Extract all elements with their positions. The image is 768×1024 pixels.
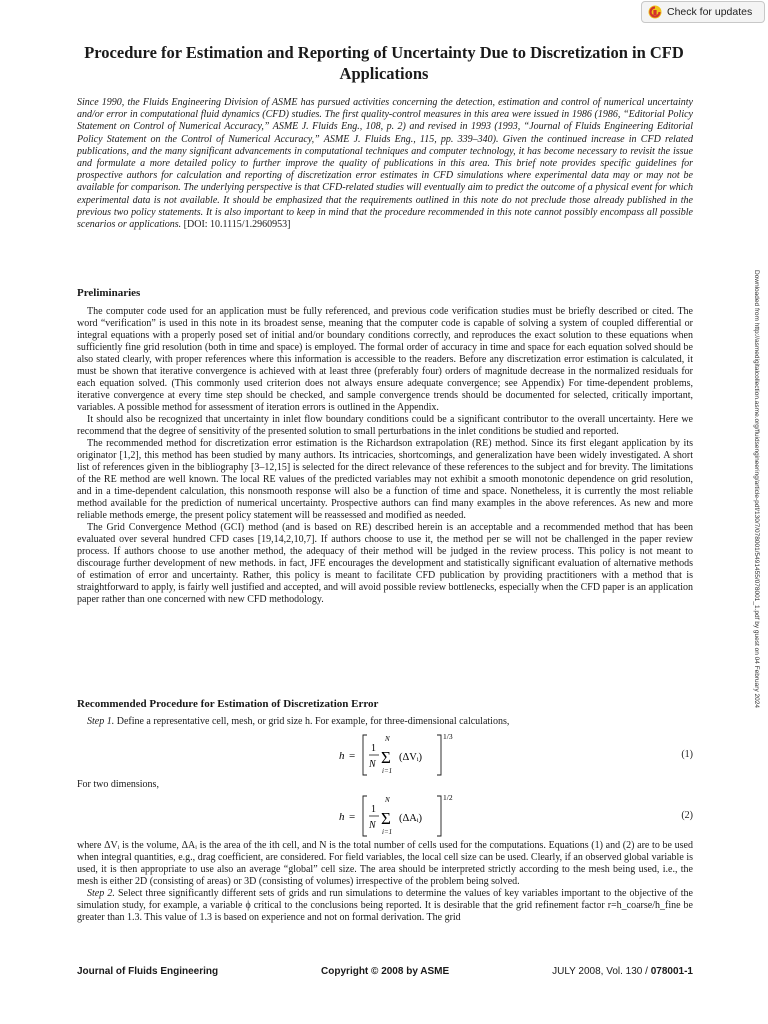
eq2-term: (ΔAᵢ) bbox=[399, 813, 423, 824]
paper-title: Procedure for Estimation and Reporting of Uncertainty Due to Discretization in CFD Applications bbox=[84, 43, 684, 83]
abstract-text: Since 1990, the Fluids Engineering Division of ASME has pursued activities concerning the detection, estimation and control of numerical uncertainty and/or error in computational fluid dynamics (CFD) studies. The first quality-control measures in this area were issued in 1986 (1986, “Editorial Policy Statement on Control of Numerical Accuracy,” ASME J. Fluids Eng., 108, p. 2) and revised in 1993 (1993, “Journal of Fluids Engineering Editorial Policy Statement on the Control of Numerical Accuracy,” ASME J. Fluids Eng., 115, pp. 339–340). Given the continued increase in CFD related publications, and the many significant advancements in computational techniques and computer technology, it has become necessary to revisit the issue and formulate a more detailed policy to further improve the quality of publications in this area. This brief note provides specific guidelines for prospective authors for calculation and reporting of discretization error estimates in CFD simulations where experimental data may or may not be available for comparison. The underlying perspective is that CFD-related studies will eventually aim to predict the outcome of a physical event for which experimental data is not available. It should be emphasized that the requirements outlined in this note do not preclude those already published in the previous two policy statements. It is also important to keep in mind that the procedure recommended in this note cannot possibly encompass all possible scenarios or applications. bbox=[77, 97, 693, 231]
footer-issue: JULY 2008, Vol. 130 bbox=[552, 966, 643, 977]
svg-text:1: 1 bbox=[371, 804, 376, 815]
equation-2 bbox=[77, 789, 693, 839]
check-for-updates-button[interactable] bbox=[641, 1, 765, 23]
svg-text:N: N bbox=[369, 759, 376, 770]
update-check-icon bbox=[648, 5, 662, 19]
svg-text:Σ: Σ bbox=[381, 809, 391, 828]
svg-text:N: N bbox=[369, 820, 376, 831]
step2-label: Step 2. bbox=[87, 888, 115, 899]
section-heading-preliminaries: Preliminaries bbox=[77, 287, 141, 299]
preliminaries-body bbox=[77, 306, 693, 606]
two-dimensions-label: For two dimensions, bbox=[77, 779, 159, 790]
download-sidebar-text: Downloaded from http://asmedigitalcollection.asme.org/fluidsengineering/article-pdf/130/7/078001/5491455/078001_1.pdf by guest on 04 February 2024 bbox=[753, 270, 760, 708]
step1-paragraph bbox=[77, 716, 693, 728]
eq1-sum-top: N bbox=[385, 735, 390, 743]
eq1-term: (ΔVᵢ) bbox=[399, 752, 423, 763]
footer-journal: Journal of Fluids Engineering bbox=[77, 966, 219, 977]
equation-1 bbox=[77, 729, 693, 779]
eq2-sum-bottom: i=1 bbox=[382, 828, 393, 836]
footer-page: 078001-1 bbox=[650, 966, 693, 977]
svg-text:=: = bbox=[349, 811, 356, 823]
eq1-exponent: 1/3 bbox=[443, 732, 453, 741]
paragraph: The computer code used for an application must be fully referenced, and previous code verification studies must be briefly described or cited. The word “verification” is used in this note in its broadest sense, meaning that the computer code is capable of solving a system of coupled differential or integral equations with a properly posed set of initial and/or boundary conditions correctly, and reproduces the exact solution to these equations when sufficiently fine grid resolution (both in time and space) is employed. The formal order of accuracy in time and space for each equation solved should be also stated clearly, with proper references where this information is accessible to the readers. Before any discretization error estimation is calculated, it must be shown that iterative convergence is achieved with at least three (preferably four) orders of magnitude decrease in the normalized residuals for each equation solved. (This commonly used criterion does not always ensure adequate convergence; see Appendix) For time-dependent problems, iterative convergence at every time step should be checked, and sample convergence trends should be documented for selected, critically important, variables. A possible method for assessment of iteration errors is outlined in the Appendix. bbox=[77, 306, 693, 413]
paragraph: The Grid Convergence Method (GCI) method (and is based on RE) described herein is an acceptable and a recommended method that has been evaluated over several hundred CFD cases [19,14,2,10,7]. If authors choose to use it, the method per se will not be challenged in the paper review process. If authors choose to use another method, the adequacy of their method will be judged in the review process. This policy is not meant to discourage further development of new methods. in fact, JFE encourages the development and statistically significant evaluation of alternative methods of estimation of error and uncertainty. Rather, this policy is meant to facilitate CFD publication by providing practitioners with a method that is straightforward to apply, is fairly well justified and accepted, and will avoid possible review bottlenecks, especially when the CFD paper is an application paper rather than one concerned with new CFD methodology. bbox=[77, 522, 693, 605]
paragraph: The recommended method for discretization error estimation is the Richardson extrapolation (RE) method. Since its first elegant application by its originator [1,2], this method has been studied by many authors. Its intricacies, shortcomings, and generalization have been widely investigated. A short list of references given in the bibliography [3–12,15] is selected for the direct relevance of these references to the subject and for brevity. The limitations of the RE method are well known. The local RE values of the predicted variables may not exhibit a smooth monotonic dependence on grid resolution, and in a time-dependent calculation, this nonsmooth response will also be a function of time and space. Nonetheless, it is currently the most reliable method available for the prediction of numerical uncertainty. Prospective authors can find many examples in the above references. As new and more reliable methods emerge, the present policy statement will be reassessed and modified as needed. bbox=[77, 438, 693, 521]
svg-text:1: 1 bbox=[371, 743, 376, 754]
svg-text:Σ: Σ bbox=[381, 748, 391, 767]
svg-text:=: = bbox=[349, 750, 356, 762]
eq2-sum-top: N bbox=[385, 796, 390, 804]
abstract bbox=[77, 97, 693, 231]
eq1-number: (1) bbox=[681, 749, 693, 760]
step1-text: Define a representative cell, mesh, or grid size h. For example, for three-dimensional calculations, bbox=[116, 716, 510, 727]
doi: [DOI: 10.1115/1.2960953] bbox=[183, 219, 291, 231]
eq2-number: (2) bbox=[681, 810, 693, 821]
eq1-sum-bottom: i=1 bbox=[382, 767, 393, 775]
eq1-lhs: h bbox=[339, 750, 345, 762]
section-heading-recommended: Recommended Procedure for Estimation of Discretization Error bbox=[77, 698, 379, 710]
step2-text: Select three significantly different sets of grids and run simulations to determine the values of key variables important to the objective of the simulation study, for example, a variable ϕ critical to the conclusions being reported. It is desirable that the grid refinement factor r=h_coarse/h_fine be greater than 1.3. This value of 1.3 is based on experience and not on formal derivation. The grid bbox=[77, 888, 693, 923]
paragraph: It should also be recognized that uncertainty in inlet flow boundary conditions could be a significant contributor to the overall uncertainty. Here we recommend that the degree of sensitivity of the presented solution to small perturbations in the inlet conditions be studied and reported. bbox=[77, 414, 693, 437]
paragraph: where ΔVᵢ is the volume, ΔAᵢ is the area of the ith cell, and N is the total number of cells used for the computations. Equations (1) and (2) are to be used when integral quantities, e.g., drag coefficient, are considered. For field variables, the local cell size can be used. Clearly, if an observed global variable is used, it is then appropriate to use also an average “global” cell size. The area should be interpreted strictly according to the mesh being used, i.e., the mesh is either 2D (consisting of areas) or 3D (consisting of volumes) irrespective of the problem being solved. bbox=[77, 840, 693, 887]
page-footer bbox=[77, 966, 693, 977]
after-equations-body bbox=[77, 840, 693, 924]
check-for-updates-label: Check for updates bbox=[667, 6, 753, 18]
eq2-lhs: h bbox=[339, 811, 345, 823]
eq2-exponent: 1/2 bbox=[443, 793, 453, 802]
step1-label: Step 1. bbox=[87, 716, 115, 727]
footer-copyright: Copyright © 2008 by ASME bbox=[321, 966, 450, 977]
footer-issue-page: JULY 2008, Vol. 130 / 078001-1 bbox=[552, 966, 693, 977]
